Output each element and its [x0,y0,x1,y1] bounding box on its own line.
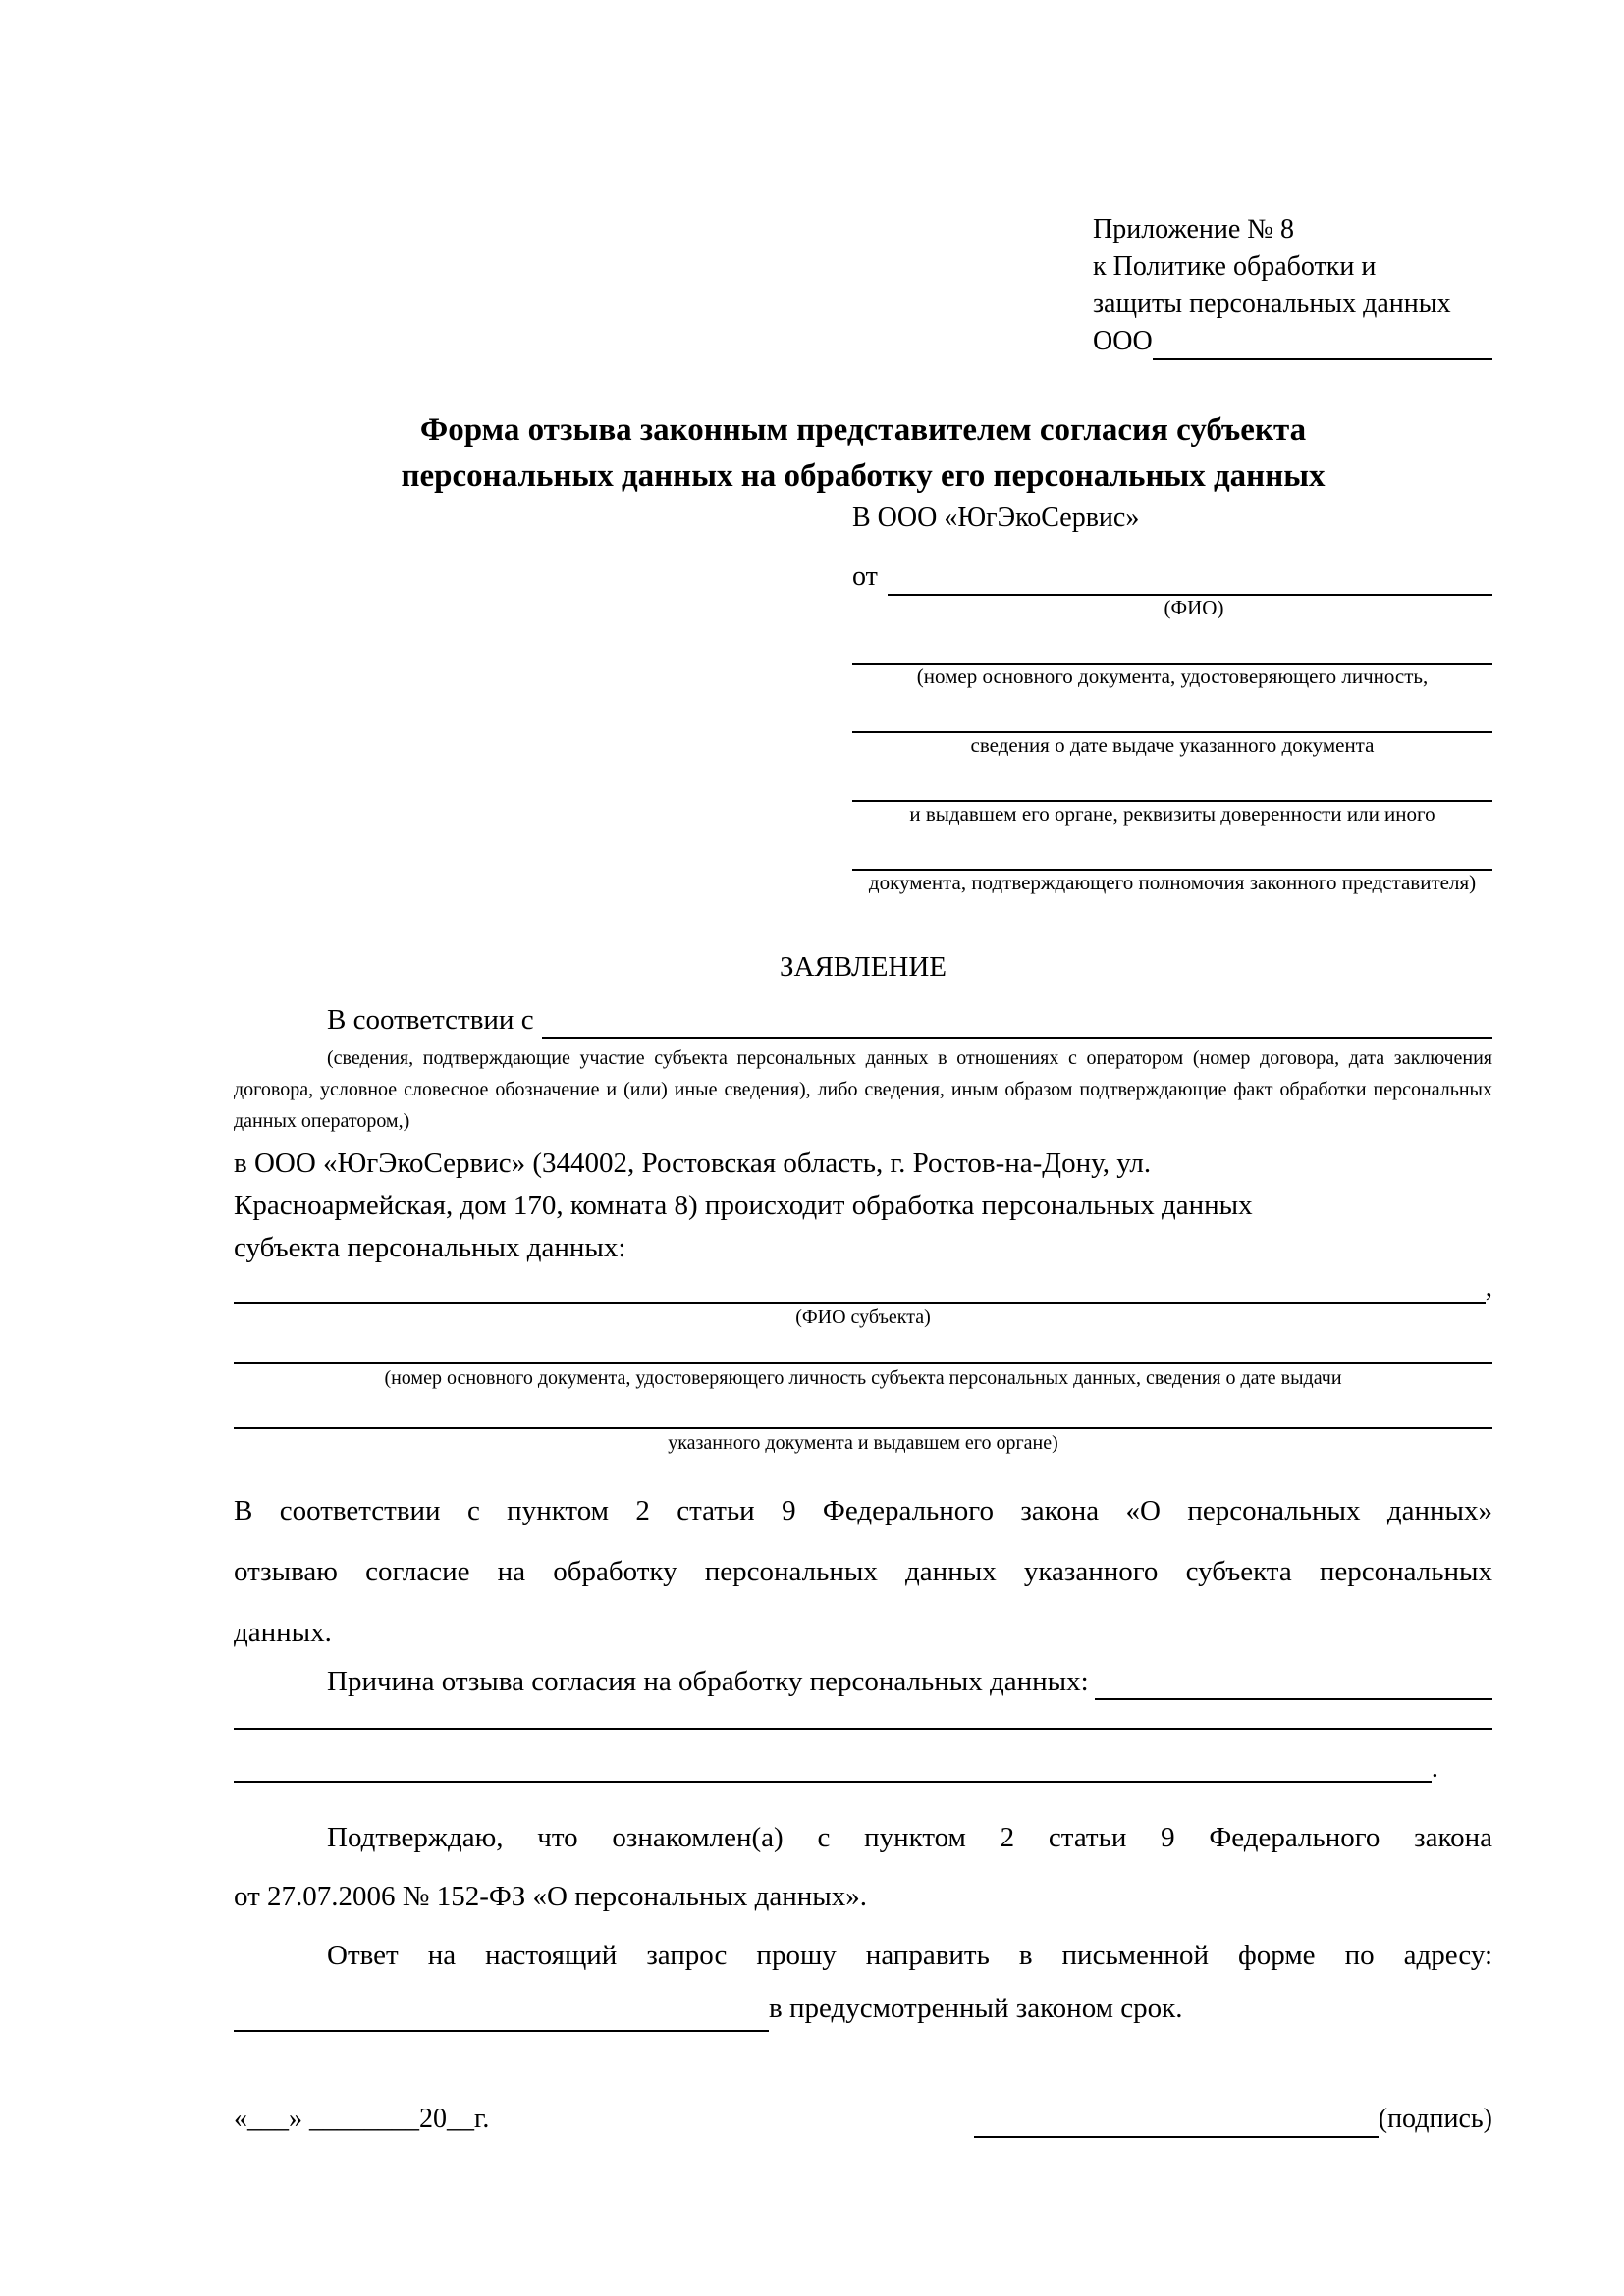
representative-doc-caption: документа, подтверждающего полномочия законного представителя) [868,871,1477,894]
subject-doc-blank-field[interactable] [234,1390,1492,1429]
representative-doc-blank-field[interactable] [852,833,1492,871]
annex-ooo-row [1093,323,1492,360]
representative-doc-blank-field[interactable] [852,696,1492,733]
reason-end-period: . [1431,1752,1438,1784]
representative-doc-group [852,627,1492,688]
page-title [234,407,1492,500]
annex-ooo-label: ООО [1093,326,1153,356]
annex-line: Приложение № 8 [1093,214,1294,244]
paragraph-indent [234,1001,327,1039]
operator-paragraph-line: в ООО «ЮгЭкоСервис» (344002, Ростовская область, г. Ростов-на-Дону, ул. [234,1148,1152,1179]
confirm-line: от 27.07.2006 № 152-ФЗ «О персональных данных». [234,1881,868,1912]
reason-blank-field[interactable] [234,1700,1492,1730]
subject-fio-blank-field[interactable] [234,1292,1486,1304]
representative-doc-caption: сведения о дате выдаче указанного документа [970,733,1375,757]
statement-heading: ЗАЯВЛЕНИЕ [779,951,947,983]
representative-fio-blank-field[interactable] [888,559,1492,596]
signature-caption: (подпись) [1378,2104,1492,2134]
withdrawal-paragraph [234,1480,1492,1663]
subject-fio-caption: (ФИО субъекта) [795,1307,931,1328]
signature-row [234,2101,1492,2138]
annex-ooo-blank-field[interactable] [1153,323,1492,360]
date-blank-template[interactable]: «___» ________20__г. [234,2104,490,2134]
reason-blank-row [234,1730,1438,1783]
operator-paragraph-line: Красноармейская, дом 170, комната 8) происходит обработка персональных данных [234,1190,1253,1221]
reason-row [234,1663,1492,1700]
annex-block [1093,211,1492,360]
representative-doc-group [852,696,1492,757]
fio-caption: (ФИО) [1164,596,1224,619]
subject-fio-comma: , [1485,1271,1492,1303]
representative-doc-caption: (номер основного документа, удостоверяющего личность, [916,665,1429,688]
addressee-from-row [852,559,1492,596]
page-title-line: персональных данных на обработку его персональных данных [401,458,1326,494]
signature-right [974,2101,1492,2138]
subject-doc-blank-field[interactable] [234,1329,1492,1364]
basis-caption: (сведения, подтверждающие участие субъекта персональных данных в отношениях с оператором (номер договора, дата заключения договора, условное словесное обозначение и (или) иные сведения), либо сведения, иным образом подтверждающие факт обработки персональных данных оператором,) [234,1047,1492,1132]
reason-blank-field[interactable] [234,1730,1432,1783]
reason-blank-field[interactable] [1095,1663,1492,1700]
subject-doc-caption: (номер основного документа, удостоверяющего личность субъекта персональных данных, сведения о дате выдачи [384,1367,1342,1389]
operator-paragraph-line: субъекта персональных данных: [234,1232,626,1263]
paragraph-indent [234,1663,327,1700]
representative-doc-blank-field[interactable] [852,627,1492,665]
reply-tail-text: в предусмотренный законом срок. [769,1993,1183,2024]
representative-doc-group [852,833,1492,894]
representative-doc-caption: и выдавшем его органе, реквизиты доверенности или иного [909,802,1435,826]
withdrawal-line: отзываю согласие на обработку персональных данных указанного субъекта персональных [234,1556,1492,1587]
reply-paragraph-line: Ответ на настоящий запрос прошу направить в письменной форме по адресу: [327,1940,1492,1971]
addressee-block [852,500,1492,894]
addressee-to: В ООО «ЮгЭкоСервис» [852,503,1140,533]
confirm-paragraph [234,1808,1492,1926]
operator-paragraph [234,1143,1492,1269]
reason-label: Причина отзыва согласия на обработку персональных данных: [327,1666,1089,1697]
withdrawal-line: В соответствии с пунктом 2 статьи 9 Федерального закона «О персональных данных» [234,1495,1492,1526]
basis-blank-field[interactable] [542,1001,1492,1039]
addressee-from-label: от [852,561,878,592]
annex-line: защиты персональных данных [1093,289,1451,319]
confirm-line: Подтверждаю, что ознакомлен(а) с пунктом 2 статьи 9 Федерального закона [327,1822,1492,1853]
page-title-line: Форма отзыва законным представителем согласия субъекта [419,412,1307,448]
subject-fio-row [234,1271,1492,1304]
withdrawal-line: данных. [234,1617,332,1648]
signature-blank-field[interactable] [974,2101,1379,2138]
basis-label: В соответствии с [327,1004,534,1036]
reply-address-row [234,1985,1492,2032]
basis-row [234,1001,1492,1039]
subject-doc-caption: указанного документа и выдавшем его органе) [668,1432,1058,1454]
annex-line: к Политике обработки и [1093,251,1377,282]
representative-doc-blank-field[interactable] [852,765,1492,802]
reply-address-blank-field[interactable] [234,1985,769,2032]
representative-doc-group [852,765,1492,826]
